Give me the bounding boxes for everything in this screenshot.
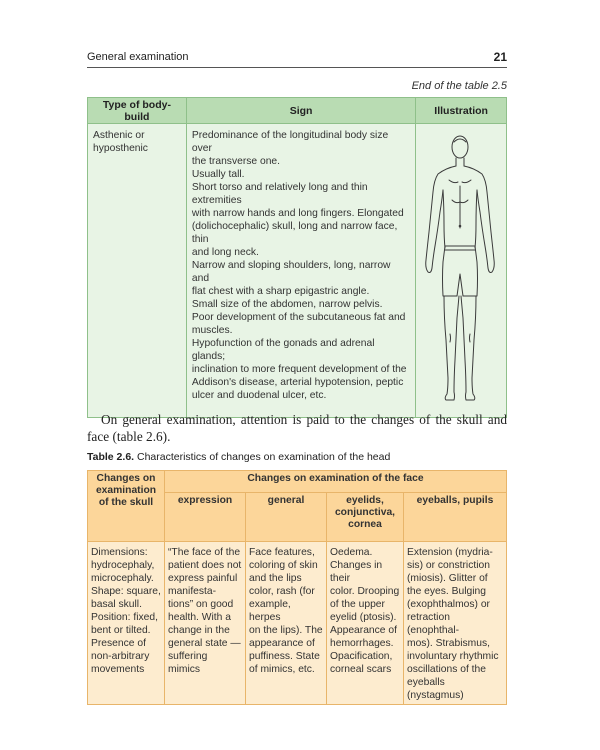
sign-line: muscles. bbox=[191, 325, 233, 336]
illustration-cell bbox=[416, 124, 507, 418]
cell-line: Position: fixed, bbox=[91, 612, 158, 623]
header-line: eyeballs, pupils bbox=[416, 495, 494, 506]
cell-line: puffiness. State bbox=[249, 651, 320, 662]
cell-line: of the upper bbox=[330, 599, 385, 610]
header-line: Changes on bbox=[96, 473, 156, 484]
sign-line: Hypofunction of the gonads and adrenal glands; bbox=[191, 338, 375, 362]
cell-line: “The face of the bbox=[168, 547, 241, 558]
sign-line: Poor development of the subcutaneous fat and bbox=[191, 312, 406, 323]
cell-line: bent or tilted. bbox=[91, 625, 151, 636]
table25-header-illustration: Illustration bbox=[416, 98, 507, 124]
page-number: 21 bbox=[493, 50, 507, 64]
cell-line: retraction (enophthal- bbox=[407, 612, 460, 636]
table-caption-text: Characteristics of changes on examination of the head bbox=[137, 451, 391, 463]
cell-line: Oedema. bbox=[330, 547, 373, 558]
body-paragraph bbox=[87, 411, 507, 445]
cell-line: basal skull. bbox=[91, 599, 142, 610]
cell-line: Presence of bbox=[91, 638, 146, 649]
cell-line: coloring of skin bbox=[249, 560, 318, 571]
cell-line: change in the bbox=[168, 625, 230, 636]
cell-line: patient does not bbox=[168, 560, 242, 571]
sign-line: Narrow and sloping shoulders, long, narrow and bbox=[191, 260, 391, 284]
skull-changes-cell bbox=[88, 542, 165, 705]
table26-header-face-group: Changes on examination of the face bbox=[165, 471, 507, 493]
sign-line: ulcer and duodenal ulcer, etc. bbox=[191, 390, 327, 401]
header-line: examination bbox=[95, 485, 157, 496]
table26-header-skull bbox=[88, 471, 165, 542]
cell-line: oscillations of the bbox=[407, 664, 486, 675]
table-2-5-end bbox=[87, 97, 507, 418]
cell-line: color. Drooping bbox=[330, 586, 400, 597]
table-caption-label: Table 2.6. bbox=[87, 451, 135, 463]
cell-line: health. With a bbox=[168, 612, 231, 623]
sign-cell bbox=[186, 124, 415, 418]
cell-line: on the lips). The bbox=[249, 625, 323, 636]
header-line: expression bbox=[177, 495, 233, 506]
cell-line: corneal scars bbox=[330, 664, 392, 675]
cell-line: involuntary rhythmic bbox=[407, 651, 499, 662]
cell-line: manifesta- bbox=[168, 586, 217, 597]
cell-line: appearance of bbox=[249, 638, 315, 649]
header-line: general bbox=[267, 495, 305, 506]
cell-line: Shape: square, bbox=[91, 586, 161, 597]
sign-line: flat chest with a sharp epigastric angle. bbox=[191, 286, 370, 297]
expression-cell bbox=[165, 542, 246, 705]
table-row bbox=[88, 542, 507, 705]
sign-line: inclination to more frequent development of the bbox=[191, 364, 407, 375]
cell-line: Dimensions: bbox=[91, 547, 148, 558]
sign-line: Usually tall. bbox=[191, 169, 245, 180]
cell-line: express painful bbox=[168, 573, 238, 584]
cell-line: and the lips bbox=[249, 573, 302, 584]
header-line: eyelids, bbox=[346, 495, 384, 506]
table26-header-eyelids bbox=[327, 493, 404, 542]
cell-line: Face features, bbox=[249, 547, 315, 558]
cell-line: microcephaly. bbox=[91, 573, 154, 584]
header-line: conjunctiva, bbox=[334, 507, 396, 518]
cell-line: example, herpes bbox=[249, 599, 291, 623]
body-build-type-cell bbox=[88, 124, 187, 418]
general-cell bbox=[246, 542, 327, 705]
header-line: cornea bbox=[348, 519, 382, 530]
cell-line: tions” on good bbox=[168, 599, 234, 610]
table-row bbox=[88, 124, 507, 418]
sign-line: with narrow hands and long fingers. Elongated bbox=[191, 208, 404, 219]
cell-line: hydrocephaly, bbox=[91, 560, 155, 571]
cell-line: (exophthalmos) or bbox=[407, 599, 490, 610]
sign-line: Small size of the abdomen, narrow pelvis. bbox=[191, 299, 383, 310]
cell-line: color, rash (for bbox=[249, 586, 315, 597]
cell-line: general state — bbox=[168, 638, 241, 649]
table26-header-expression bbox=[165, 493, 246, 542]
table-caption bbox=[87, 451, 507, 463]
cell-line: (miosis). Glitter of bbox=[407, 573, 488, 584]
eyelids-cell bbox=[327, 542, 404, 705]
sign-line: Addison's disease, arterial hypotension, peptic bbox=[191, 377, 404, 388]
running-header bbox=[87, 50, 507, 68]
body-build-type-line: Asthenic or bbox=[93, 130, 145, 141]
sign-line: the transverse one. bbox=[191, 156, 281, 167]
table25-header-sign: Sign bbox=[186, 98, 415, 124]
cell-line: Appearance of bbox=[330, 625, 397, 636]
cell-line: Extension (mydria- bbox=[407, 547, 493, 558]
chapter-title: General examination bbox=[87, 51, 189, 63]
paragraph-text: On general examination, attention is paid to the changes of the skull and face (table 2.6). bbox=[87, 412, 507, 444]
cell-line: non-arbitrary bbox=[91, 651, 150, 662]
eyeballs-cell bbox=[404, 542, 507, 705]
table26-header-general bbox=[246, 493, 327, 542]
body-build-type-line: hyposthenic bbox=[93, 143, 148, 154]
table26-header-eyeballs bbox=[404, 493, 507, 542]
cell-line: suffering mimics bbox=[168, 651, 208, 675]
sign-line: Short torso and relatively long and thin extremities bbox=[191, 182, 368, 206]
asthenic-body-illustration bbox=[416, 128, 504, 404]
cell-line: mos). Strabismus, bbox=[407, 638, 490, 649]
cell-line: movements bbox=[91, 664, 145, 675]
table-2-6 bbox=[87, 470, 507, 705]
cell-line: eyeballs (nystagmus) bbox=[407, 677, 464, 701]
header-line: of the skull bbox=[98, 497, 154, 508]
sign-line: Predominance of the longitudinal body size over bbox=[191, 130, 389, 154]
cell-line: hemorrhages. bbox=[330, 638, 394, 649]
table25-header-type: Type of body-build bbox=[88, 98, 187, 124]
cell-line: sis) or constriction bbox=[407, 560, 490, 571]
sign-line: (dolichocephalic) skull, long and narrow face, thin bbox=[191, 221, 398, 245]
cell-line: eyelid (ptosis). bbox=[330, 612, 397, 623]
cell-line: the eyes. Bulging bbox=[407, 586, 486, 597]
cell-line: Opacification, bbox=[330, 651, 393, 662]
sign-line: and long neck. bbox=[191, 247, 259, 258]
cell-line: of mimics, etc. bbox=[249, 664, 315, 675]
cell-line: Changes in their bbox=[330, 560, 383, 584]
table-continuation-note: End of the table 2.5 bbox=[411, 80, 507, 92]
